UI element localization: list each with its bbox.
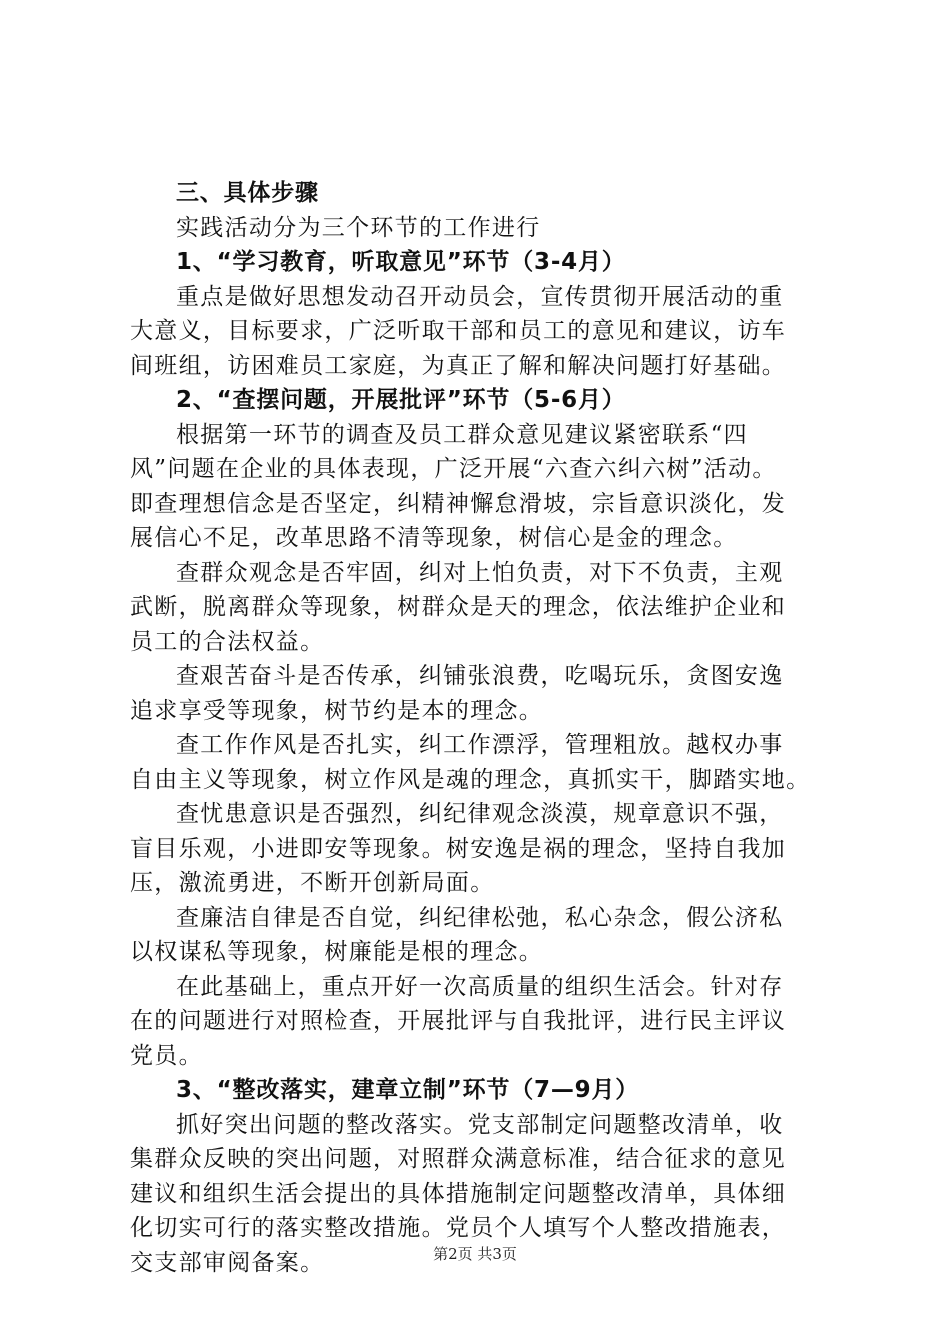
page-number-footer: 第2页 共3页 [433, 1245, 517, 1263]
paragraph-line: 风”问题在企业的具体表现，广泛开展“六查六纠六树”活动。 [130, 456, 777, 482]
paragraph-line: 间班组，访困难员工家庭，为真正了解和解决问题打好基础。 [130, 352, 787, 379]
paragraph-line: 实践活动分为三个环节的工作进行 [176, 214, 541, 241]
paragraph-line: 集群众反映的突出问题，对照群众满意标准，结合征求的意见 [130, 1146, 787, 1172]
paragraph-line: 以权谋私等现象，树廉能是根的理念。 [130, 939, 544, 965]
paragraph-line: 根据第一环节的调查及员工群众意见建议紧密联系“四 [176, 421, 748, 448]
paragraph-line: 即查理想信念是否坚定，纠精神懈怠滑坡，宗旨意识淡化，发 [130, 490, 787, 517]
section-heading: 三、具体步骤 [176, 180, 319, 206]
subsection-heading: 2、“查摆问题，开展批评”环节（5-6月） [176, 387, 626, 413]
paragraph-line: 党员。 [130, 1042, 203, 1069]
paragraph-line: 展信心不足，改革思路不清等现象，树信心是金的理念。 [130, 525, 738, 551]
paragraph-line: 大意义，目标要求，广泛听取干部和员工的意见和建议，访车 [130, 318, 787, 344]
paragraph-line: 查艰苦奋斗是否传承，纠铺张浪费，吃喝玩乐，贪图安逸 [176, 663, 784, 689]
paragraph-line: 武断，脱离群众等现象，树群众是天的理念，依法维护企业和 [130, 594, 787, 620]
paragraph-line: 重点是做好思想发动召开动员会，宣传贯彻开展活动的重 [176, 283, 784, 310]
document-body [130, 176, 830, 1280]
paragraph-line: 压，激流勇进，不断开创新局面。 [130, 870, 495, 896]
subsection-heading: 1、“学习教育，听取意见”环节（3-4月） [176, 249, 626, 275]
paragraph-line: 盲目乐观，小进即安等现象。树安逸是祸的理念，坚持自我加 [130, 835, 787, 862]
paragraph-line: 查廉洁自律是否自觉，纠纪律松弛，私心杂念，假公济私 [176, 904, 784, 931]
paragraph-line: 在的问题进行对照检查，开展批评与自我批评，进行民主评议 [130, 1008, 787, 1034]
paragraph-line: 员工的合法权益。 [130, 628, 325, 655]
paragraph-line: 抓好突出问题的整改落实。党支部制定问题整改清单，收 [176, 1111, 784, 1138]
paragraph-line: 追求享受等现象，树节约是本的理念。 [130, 697, 544, 724]
subsection-heading: 3、“整改落实，建章立制”环节（7—9月） [176, 1077, 640, 1103]
paragraph-line: 化切实可行的落实整改措施。党员个人填写个人整改措施表， [130, 1215, 787, 1241]
paragraph-line: 在此基础上，重点开好一次高质量的组织生活会。针对存 [176, 973, 784, 1000]
paragraph-line: 自由主义等现象，树立作风是魂的理念，真抓实干，脚踏实地。 [130, 766, 811, 793]
paragraph-line: 查忧患意识是否强烈，纠纪律观念淡漠，规章意识不强， [176, 801, 784, 827]
paragraph-line: 交支部审阅备案。 [130, 1249, 325, 1276]
paragraph-line: 查工作作风是否扎实，纠工作漂浮，管理粗放。越权办事 [176, 732, 784, 758]
paragraph-line: 建议和组织生活会提出的具体措施制定问题整改清单，具体细 [130, 1180, 787, 1207]
paragraph-line: 查群众观念是否牢固，纠对上怕负责，对下不负责，主观 [176, 559, 784, 586]
